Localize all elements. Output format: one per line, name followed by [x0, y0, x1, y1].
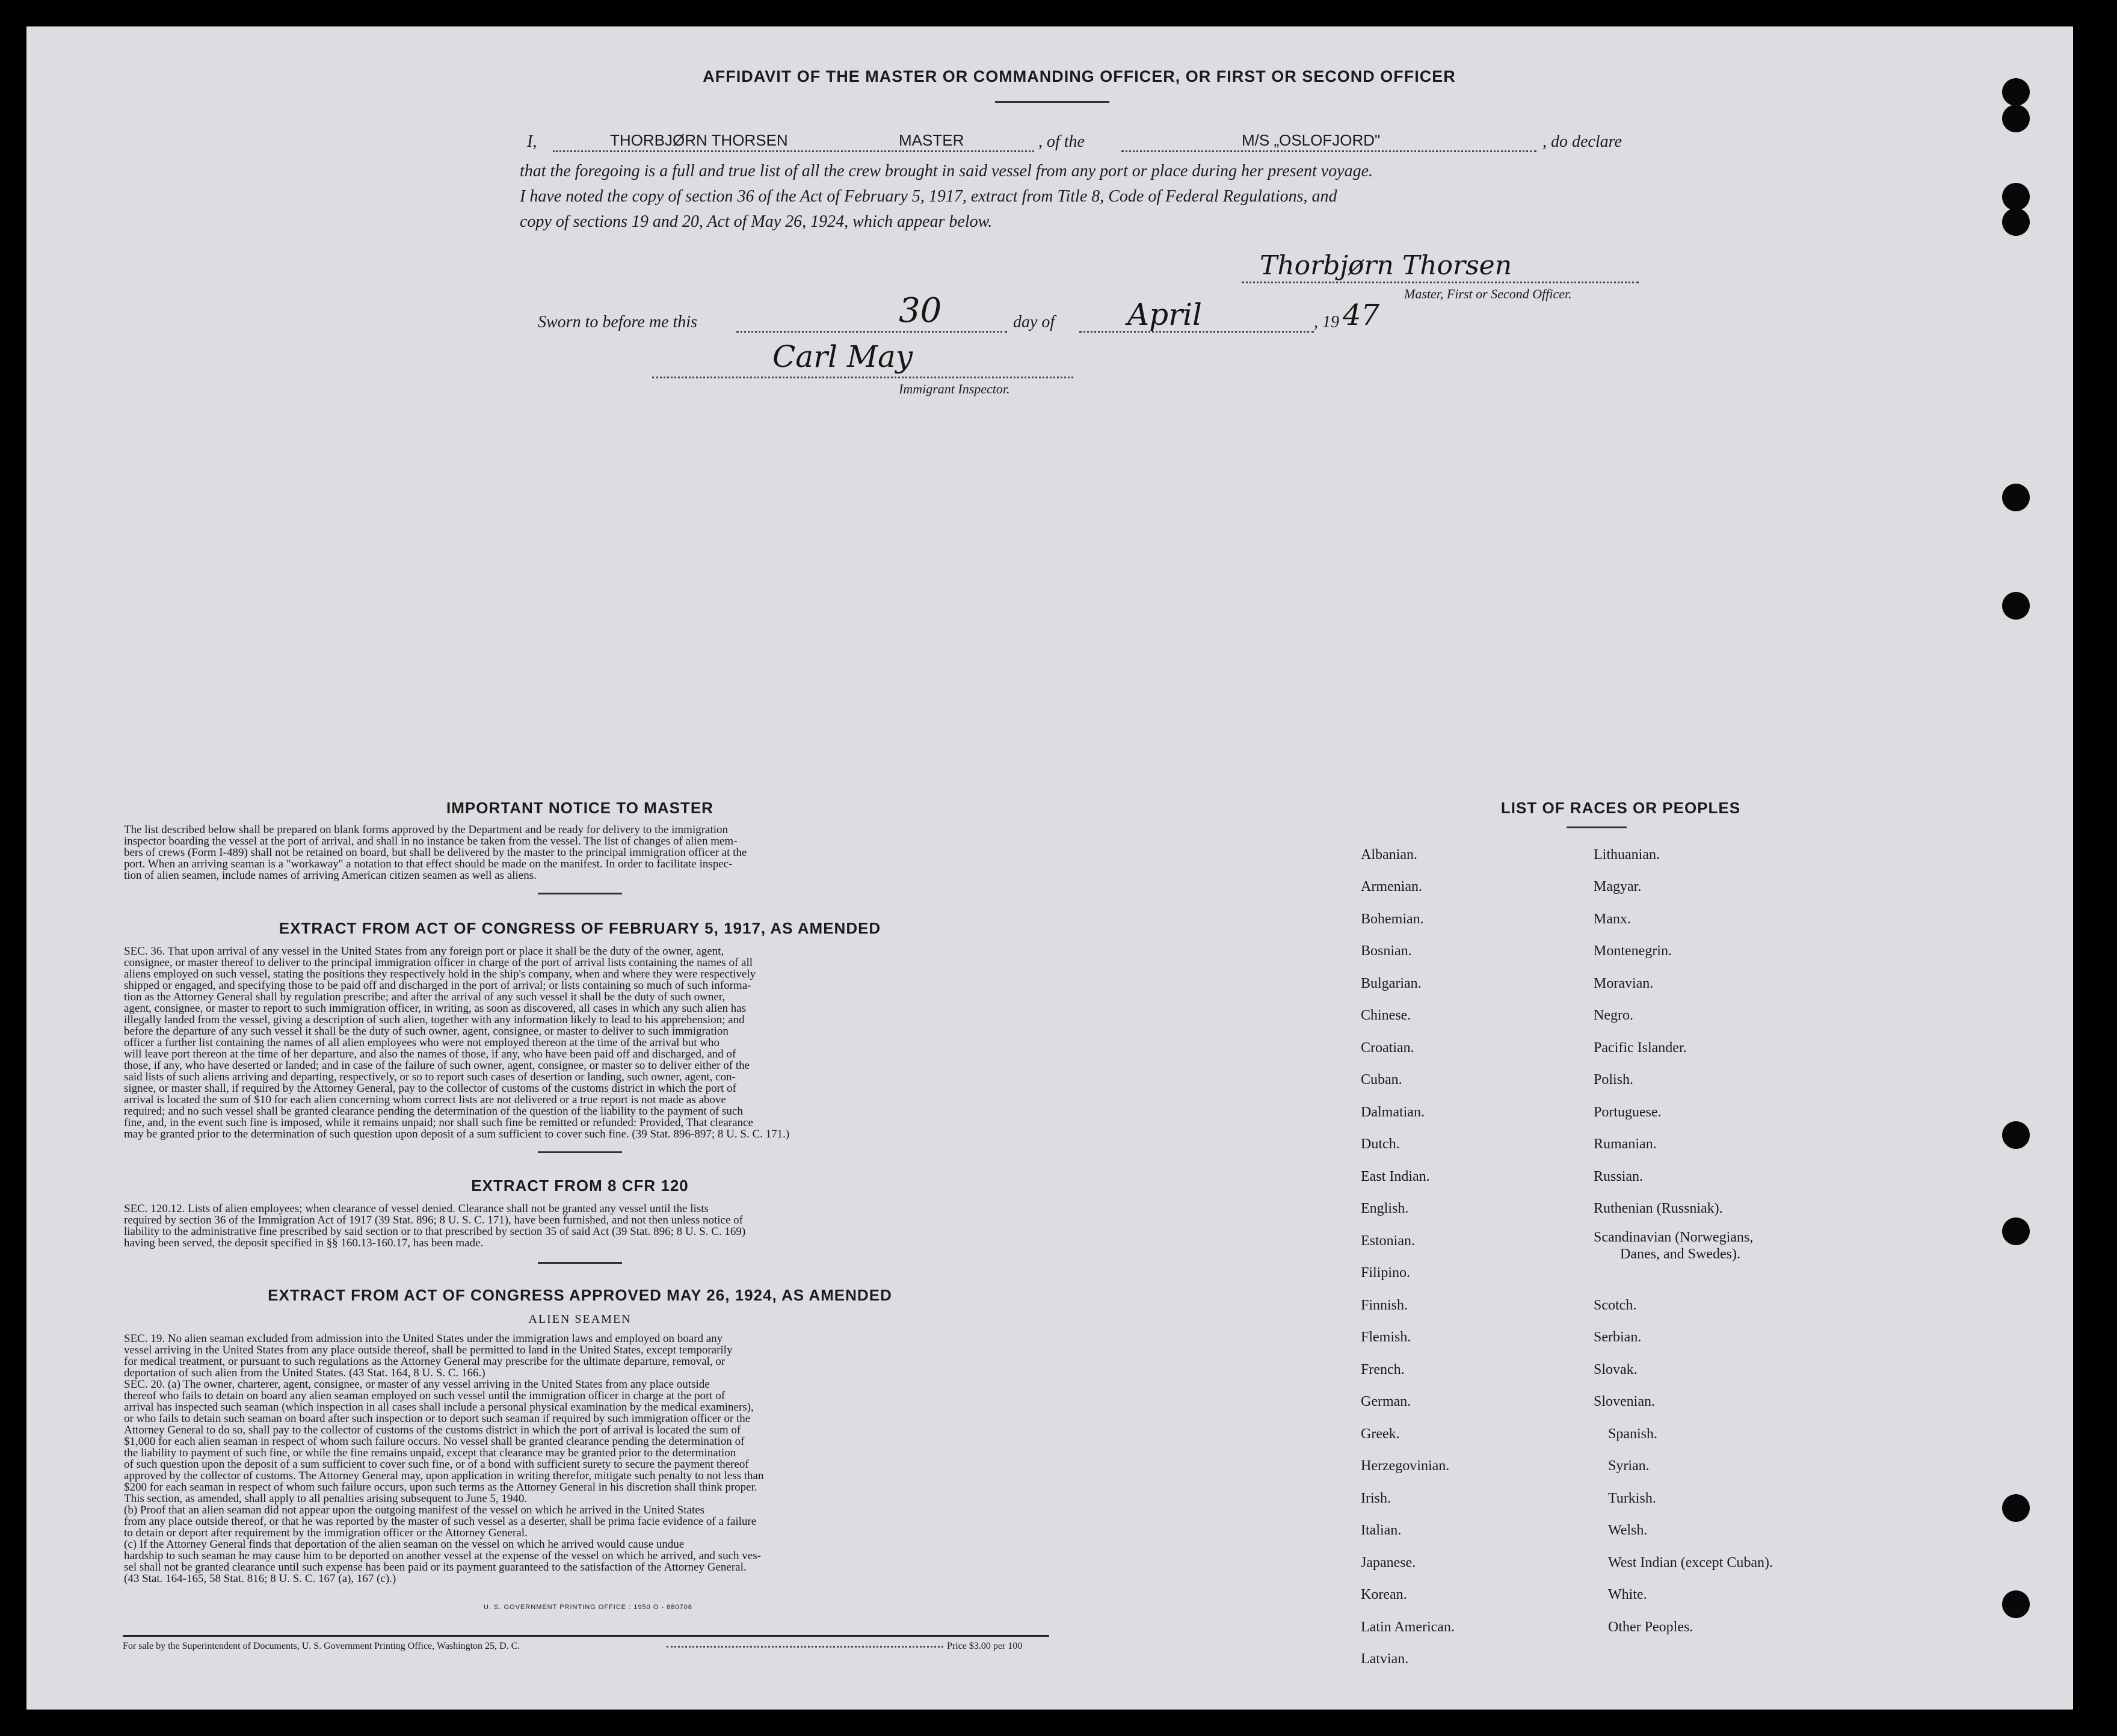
notice-line: inspector boarding the vessel at the port of arrival, and shall in no instance be taken from the vessel. The list of changes of alien mem-: [124, 835, 738, 848]
punch-hole: [2002, 208, 2030, 236]
race-item: Welsh.: [1608, 1522, 1648, 1538]
affidavit-line: I have noted the copy of section 36 of the Act of February 5, 1917, extract from Title 8, Code of Federal Regulations, and: [520, 187, 1337, 206]
extract-1917-title: EXTRACT FROM ACT OF CONGRESS OF FEBRUARY 5, 1917, AS AMENDED: [279, 919, 881, 937]
master-caption: Master, First or Second Officer.: [1404, 286, 1572, 301]
race-item: West Indian (except Cuban).: [1608, 1555, 1773, 1571]
extract-line: SEC. 120.12. Lists of alien employees; when clearance of vessel denied. Clearance shall not be granted any vessel until the lists: [124, 1202, 709, 1215]
extract-line: Attorney General to do so, shall pay to the collector of customs of the customs district in which the port of arrival is located the sum of: [124, 1424, 741, 1436]
extract-line: said lists of such aliens arriving and departing, respectively, or so to report such cases of desertion or landing, such owner, agent, con-: [124, 1071, 736, 1083]
section-rule: [538, 1151, 622, 1153]
race-item: Greek.: [1361, 1426, 1400, 1442]
extract-line: officer a further list containing the names of all alien employees who were not employed thereon at the time of the arrival but who: [124, 1036, 720, 1049]
sworn-label: Sworn to before me this: [538, 313, 697, 331]
punch-hole: [2002, 592, 2030, 620]
day-of-label: day of: [1013, 313, 1055, 331]
race-item: Moravian.: [1594, 976, 1654, 991]
race-item: Flemish.: [1361, 1329, 1411, 1345]
extract-line: aliens employed on such vessel, stating the positions they respectively hold in the ship's company, when and where they were respectively: [124, 968, 756, 980]
race-item: Dalmatian.: [1361, 1104, 1425, 1120]
race-item: Scotch.: [1594, 1297, 1637, 1313]
race-item: Croatian.: [1361, 1040, 1414, 1056]
race-item: Rumanian.: [1594, 1136, 1657, 1152]
extract-1924-subtitle: ALIEN SEAMEN: [528, 1313, 632, 1326]
extract-line: sel shall not be granted clearance until such expense has been paid or its payment guaranteed to the satisfaction of the Attorney General.: [124, 1561, 747, 1574]
race-item: Herzegovinian.: [1361, 1458, 1450, 1474]
extract-line: shipped or engaged, and specifying those to be paid off and discharged in the port of arrival; or lists containing so much of such informa-: [124, 979, 751, 992]
extract-line: required; and no such vessel shall be granted clearance pending the determination of the question of the liability to the payment of such: [124, 1105, 743, 1118]
punch-hole: [2002, 1121, 2030, 1149]
form-page: [26, 26, 2073, 1710]
race-item: Japanese.: [1361, 1555, 1416, 1571]
affidavit-body: [520, 159, 1663, 235]
extract-line: for medical treatment, or pursuant to such regulations as the Attorney General may prescribe for the ultimate departure, removal, or: [124, 1355, 726, 1368]
extract-line: the liability to payment of such fine, or while the fine remains unpaid, except that clearance may be granted prior to the determination: [124, 1447, 736, 1459]
punch-hole: [2002, 105, 2030, 132]
races-title-rule: [1567, 826, 1627, 828]
race-item: Italian.: [1361, 1522, 1402, 1538]
race-item: Portuguese.: [1594, 1104, 1662, 1120]
race-item: Cuban.: [1361, 1072, 1402, 1088]
race-item: Danes, and Swedes).: [1620, 1246, 1740, 1262]
extract-line: SEC. 19. No alien seaman excluded from admission into the United States under the immigration laws and employed on board any: [124, 1332, 723, 1345]
race-item: Ruthenian (Russniak).: [1594, 1201, 1723, 1216]
master-name: THORBJØRN THORSEN: [610, 131, 788, 149]
affidavit-title: AFFIDAVIT OF THE MASTER OR COMMANDING OFFICER, OR FIRST OR SECOND OFFICER: [703, 67, 1456, 85]
notice-title: IMPORTANT NOTICE TO MASTER: [446, 799, 713, 817]
affidavit-line: copy of sections 19 and 20, Act of May 26, 1924, which appear below.: [520, 212, 993, 231]
race-item: Magyar.: [1594, 879, 1642, 894]
race-item: German.: [1361, 1394, 1411, 1409]
race-item: Turkish.: [1608, 1491, 1656, 1506]
footer-price: Price $3.00 per 100: [947, 1641, 1023, 1651]
race-item: Negro.: [1594, 1008, 1633, 1023]
race-item: Armenian.: [1361, 879, 1422, 894]
i-label: I,: [527, 132, 537, 151]
extract-1924-body: [124, 1333, 1038, 1584]
inspector-signature-line: [652, 377, 1073, 378]
section-rule: [538, 893, 622, 894]
footer-sale-note: For sale by the Superintendent of Documents, U. S. Government Printing Office, Washington 25, D. C.: [123, 1641, 520, 1651]
race-item: Finnish.: [1361, 1297, 1408, 1313]
affidavit-line: that the foregoing is a full and true list of all the crew brought in said vessel from any port or place during her present voyage.: [520, 162, 1373, 180]
punch-hole: [2002, 78, 2030, 106]
extract-1924-title: EXTRACT FROM ACT OF CONGRESS APPROVED MAY 26, 1924, AS AMENDED: [268, 1286, 892, 1304]
race-item: Spanish.: [1608, 1426, 1658, 1442]
race-item: Syrian.: [1608, 1458, 1650, 1474]
extract-line: required by section 36 of the Immigration Act of 1917 (39 Stat. 896; 8 U. S. C. 171), have been furnished, and not then unless notice of: [124, 1214, 743, 1227]
race-item: Albanian.: [1361, 847, 1417, 863]
extract-line: deportation of such alien from the United States. (43 Stat. 164, 8 U. S. C. 166.): [124, 1367, 485, 1379]
inspector-caption: Immigrant Inspector.: [899, 381, 1010, 396]
race-item: English.: [1361, 1201, 1409, 1216]
extract-line: $1,000 for each alien seaman in respect of whom such failure occurs. No vessel shall be granted clearance pending the determination of: [124, 1435, 745, 1448]
vessel-blank: [1121, 150, 1536, 152]
race-item: Lithuanian.: [1594, 847, 1660, 863]
extract-line: $200 for each seaman in respect of whom such failure occurs, upon such terms as the Attorney General in his discretion shall think proper.: [124, 1481, 757, 1494]
extract-line: from any place outside thereof, or that he was reported by the master of such vessel as a deserter, shall be prima facie evidence of a failure: [124, 1515, 757, 1528]
extract-1917-body: [124, 946, 1038, 1140]
punch-hole: [2002, 1217, 2030, 1245]
of-the-label: , of the: [1038, 132, 1085, 151]
extract-line: may be granted prior to the determination of such question upon deposit of a sum sufficient to cover such fine. (39 Stat. 896-897; 8 U. S. C. 171.): [124, 1128, 790, 1140]
race-item: Scandinavian (Norwegians,: [1594, 1230, 1754, 1245]
race-item: Bosnian.: [1361, 943, 1412, 959]
extract-line: (43 Stat. 164-165, 58 Stat. 816; 8 U. S. C. 167 (a), 167 (c).): [124, 1572, 396, 1585]
extract-line: consignee, or master thereof to deliver to the principal immigration officer in charge of the port of arrival lists containing the names of all: [124, 956, 753, 969]
race-item: East Indian.: [1361, 1169, 1430, 1184]
race-item: Estonian.: [1361, 1233, 1415, 1249]
extract-line: to detain or deport after requirement by the immigration officer or the Attorney General.: [124, 1527, 528, 1539]
extract-cfr-title: EXTRACT FROM 8 CFR 120: [471, 1177, 689, 1195]
extract-line: having been served, the deposit specified in §§ 160.13-160.17, has been made.: [124, 1237, 484, 1249]
extract-cfr-body: [124, 1203, 1038, 1249]
race-item: French.: [1361, 1362, 1405, 1377]
extract-line: arrival is located the sum of $10 for each alien concerning whom correct lists are not delivered or a true report is not made as above: [124, 1094, 726, 1106]
extract-line: vessel arriving in the United States from any place outside thereof, shall be permitted to land in the United States, except temporarily: [124, 1344, 733, 1356]
notice-line: port. When an arriving seaman is a "workaway" a notation to that effect should be made on the manifest. In order to facilitate inspec-: [124, 858, 733, 870]
extract-line: those, if any, who have deserted or landed; and in case of the failure of such owner, agent, consignee, or master so to deliver either of the: [124, 1059, 750, 1072]
sworn-line: [538, 291, 1380, 333]
race-item: Latvian.: [1361, 1651, 1409, 1667]
notice-line: The list described below shall be prepared on blank forms approved by the Department and be ready for delivery to the immigration: [124, 823, 729, 836]
notice-body: [124, 824, 1038, 881]
notice-line: bers of crews (Form I-489) shall not be retained on board, but shall be delivered by the master to the principal immigration officer at the: [124, 846, 747, 859]
extract-line: (c) If the Attorney General finds that deportation of the alien seaman on the vessel on which he arrived would cause undue: [124, 1538, 685, 1551]
extract-line: before the departure of any such vessel it shall be the duty of such owner, agent, consignee, or master to deliver to such immigration: [124, 1025, 729, 1038]
extract-line: agent, consignee, or master to report to such immigration officer, in writing, as soon as discovered, all cases in which any such alien has: [124, 1002, 747, 1015]
inspector-signature: Carl May: [772, 339, 913, 374]
race-item: Latin American.: [1361, 1619, 1455, 1635]
do-declare-label: , do declare: [1542, 132, 1622, 151]
race-item: Slovak.: [1594, 1362, 1638, 1377]
punch-hole: [2002, 1494, 2030, 1522]
race-item: Pacific Islander.: [1594, 1040, 1687, 1056]
race-item: Other Peoples.: [1608, 1619, 1693, 1635]
race-item: Serbian.: [1594, 1329, 1642, 1345]
year-value: 47: [1343, 298, 1380, 332]
name-blank: [553, 150, 1034, 152]
extract-line: arrival has inspected such seaman (which inspection in all cases shall include a personal physical examination by the medical examiners),: [124, 1401, 754, 1414]
master-signature: Thorbjørn Thorsen: [1260, 250, 1512, 281]
race-item: Korean.: [1361, 1587, 1407, 1602]
master-rank: MASTER: [899, 131, 964, 149]
race-item: Dutch.: [1361, 1136, 1400, 1152]
extract-line: approved by the collector of customs. The Attorney General may, upon application in writing therefor, mitigate such penalty to not less than: [124, 1470, 764, 1482]
extract-line: SEC. 36. That upon arrival of any vessel in the United States from any foreign port or place it shall be the duty of the owner, agent,: [124, 945, 724, 958]
printing-office-line: U. S. GOVERNMENT PRINTING OFFICE : 1950 O - 880708: [484, 1604, 692, 1611]
punch-hole: [2002, 1590, 2030, 1618]
extract-line: illegally landed from the vessel, giving a description of such alien, together with any information likely to lead to his apprehension; and: [124, 1014, 745, 1026]
race-item: Filipino.: [1361, 1265, 1411, 1281]
race-item: Irish.: [1361, 1491, 1391, 1506]
footer-leader: [667, 1646, 943, 1648]
extract-line: tion as the Attorney General shall by regulation prescribe; and after the arrival of any such vessel it shall be the duty of such owner,: [124, 991, 726, 1003]
race-item: Slovenian.: [1594, 1394, 1655, 1409]
extract-line: or who fails to detain such seaman on board after such inspection or to deport such seaman if required by such immigration officer or the: [124, 1412, 751, 1425]
month-value: April: [1127, 297, 1202, 332]
race-item: White.: [1608, 1587, 1647, 1602]
extract-line: will leave port thereon at the time of her departure, and also the names of those, if any, who have been paid off and discharged, and of: [124, 1048, 736, 1060]
race-item: Russian.: [1594, 1169, 1644, 1184]
vessel-name: M/S „OSLOFJORD": [1242, 131, 1381, 149]
day-blank: [736, 331, 1007, 333]
race-item: Bohemian.: [1361, 911, 1424, 927]
extract-line: This section, as amended, shall apply to all penalties arising subsequent to June 5, 1940.: [124, 1492, 528, 1505]
race-item: Polish.: [1594, 1072, 1634, 1088]
extract-line: signee, or master shall, if required by the Attorney General, pay to the collector of customs of the customs district in which the port of: [124, 1082, 736, 1095]
extract-line: liability to the administrative fine prescribed by said section or to that prescribed by section 35 of said Act (39 Stat. 896; 8 U. S. C. 169): [124, 1225, 746, 1238]
section-rule: [538, 1262, 622, 1264]
punch-hole: [2002, 183, 2030, 211]
race-item: Chinese.: [1361, 1008, 1411, 1023]
race-item: Bulgarian.: [1361, 976, 1422, 991]
race-item: Montenegrin.: [1594, 943, 1672, 959]
master-signature-line: [1242, 282, 1639, 283]
footer-rule: [123, 1635, 1049, 1637]
punch-hole: [2002, 484, 2030, 511]
extract-line: hardship to such seaman he may cause him to be deported on another vessel at the expense of the vessel on which he arrived, and such ves-: [124, 1550, 761, 1562]
extract-line: fine, and, in the event such fine is imposed, while it remains unpaid; nor shall such fine be remitted or refunded: Provided, That clearance: [124, 1116, 753, 1129]
title-rule: [995, 101, 1109, 103]
extract-line: of such question upon the deposit of a sum sufficient to cover such fine, or of a bond with sufficient surety to secure the payment thereof: [124, 1458, 749, 1471]
race-item: Manx.: [1594, 911, 1631, 927]
notice-line: tion of alien seamen, include names of arriving American citizen seamen as well as aliens.: [124, 869, 537, 882]
affidavit-declaration-line: [520, 130, 1663, 154]
extract-line: (b) Proof that an alien seaman did not appear upon the outgoing manifest of the vessel on which he arrived in the United States: [124, 1504, 705, 1516]
year-prefix: , 19: [1314, 313, 1339, 331]
extract-line: SEC. 20. (a) The owner, charterer, agent, consignee, or master of any vessel arriving in the United States from any place outside: [124, 1378, 710, 1391]
extract-line: thereof who fails to detain on board any alien seaman employed on such vessel until the immigration officer in charge at the port of: [124, 1390, 726, 1402]
day-value: 30: [899, 291, 942, 330]
races-title: LIST OF RACES OR PEOPLES: [1500, 799, 1741, 817]
